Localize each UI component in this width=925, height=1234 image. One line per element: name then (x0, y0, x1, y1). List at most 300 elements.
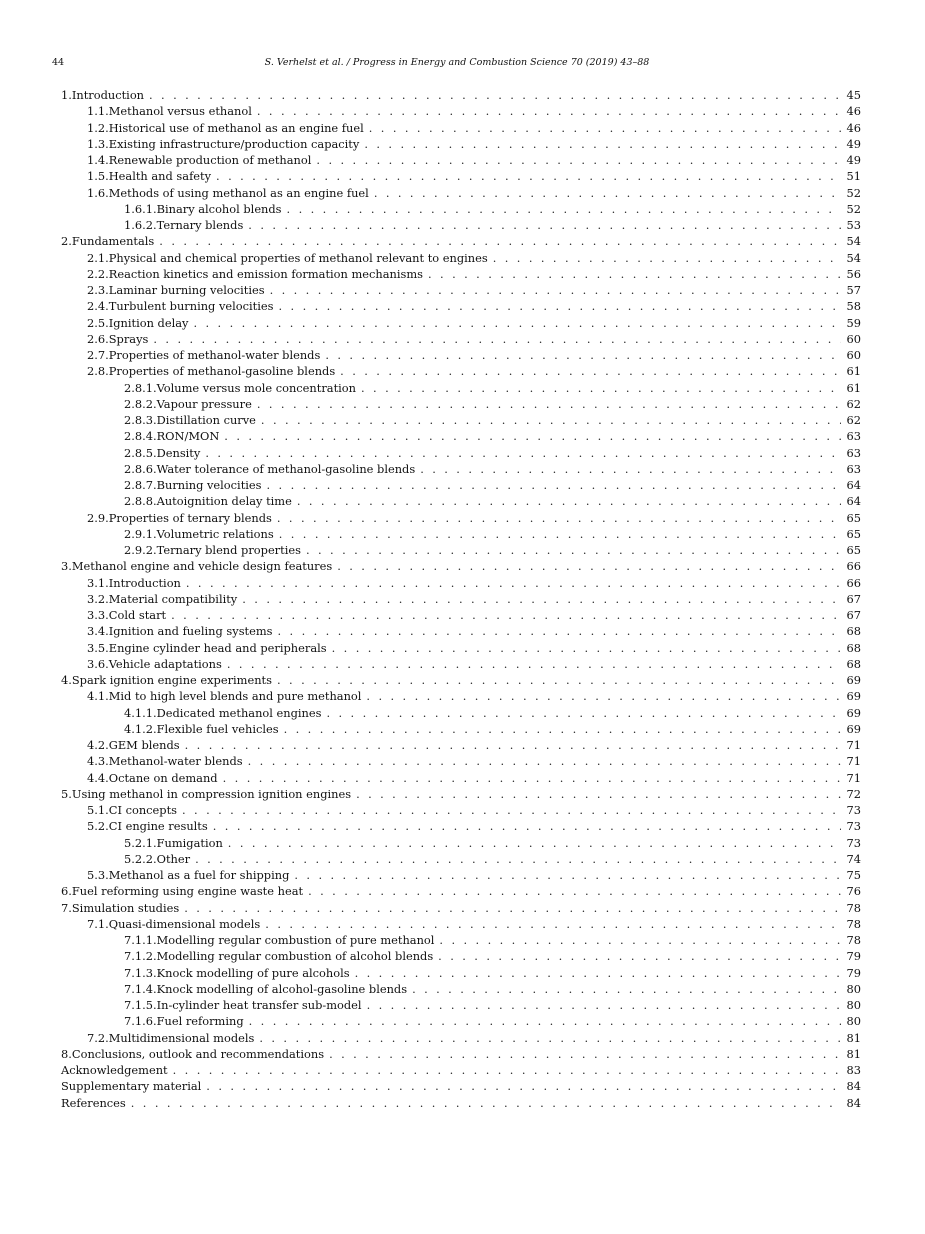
toc-entry-page: 46 (846, 120, 861, 135)
toc-entry-page: 68 (846, 624, 861, 639)
toc-entry-number: 2.8.4. (124, 429, 157, 444)
toc-entry-page: 78 (846, 916, 861, 931)
toc-entry[interactable] (61, 835, 861, 851)
toc-entry-title[interactable]: Modelling regular combustion of pure methanol (156, 933, 435, 947)
toc-entry-page: 73 (846, 803, 861, 817)
toc-entry[interactable] (61, 266, 861, 282)
toc-entry-number: 7. (61, 900, 72, 915)
toc-entry-title[interactable]: Knock modelling of alcohol-gasoline blends (156, 981, 408, 996)
dot-leader (259, 1030, 840, 1046)
toc-entry-title[interactable]: Volumetric relations (156, 526, 274, 541)
toc-entry[interactable] (61, 233, 861, 249)
toc-entry-number: 2.8.2. (124, 396, 157, 411)
toc-entry-number: 1.5. (87, 169, 109, 184)
toc-entry[interactable] (61, 201, 861, 217)
dot-leader (270, 282, 841, 298)
toc-entry-title[interactable]: Binary alcohol blends (156, 201, 282, 216)
dot-leader (412, 981, 840, 997)
dot-leader (284, 721, 841, 737)
toc-entry-title[interactable]: Existing infrastructure/production capacity (108, 136, 360, 151)
toc-entry-number: 4. (61, 673, 72, 687)
toc-entry-number: 6. (61, 884, 72, 899)
toc-entry-page: 54 (846, 234, 861, 249)
toc-entry-page: 49 (846, 153, 861, 167)
dot-leader (249, 1013, 841, 1029)
toc-entry-page: 79 (846, 965, 861, 980)
toc-entry-page: 71 (846, 770, 861, 785)
dot-leader (184, 900, 840, 916)
toc-entry[interactable] (61, 916, 861, 932)
toc-entry-page: 46 (846, 104, 861, 119)
toc-entry-number: 2.8.5. (124, 445, 157, 460)
toc-entry-page: 67 (846, 608, 861, 622)
toc-entry-page: 60 (846, 348, 861, 362)
toc-entry-number: 2.5. (87, 315, 109, 330)
dot-leader (205, 445, 840, 461)
dot-leader (294, 867, 840, 883)
dot-leader (149, 87, 840, 103)
toc-entry-number: 2.8.7. (124, 478, 157, 492)
toc-entry[interactable] (61, 640, 861, 656)
dot-leader (355, 965, 841, 981)
toc-entry-page: 69 (846, 705, 861, 720)
toc-entry-title[interactable]: Autoignition delay time (156, 494, 292, 509)
toc-entry-title[interactable]: Vehicle adaptations (108, 656, 222, 671)
toc-entry-title[interactable]: Fuel reforming using engine waste heat (71, 884, 304, 899)
toc-entry-title[interactable]: Mid to high level blends and pure methanol (108, 689, 362, 704)
toc-entry[interactable] (61, 1078, 861, 1094)
toc-entry-page: 76 (846, 884, 861, 899)
toc-entry[interactable] (61, 282, 861, 298)
dot-leader (131, 1095, 841, 1111)
toc-entry-title[interactable]: Cold start (108, 608, 167, 622)
toc-entry-number: 2.8.3. (124, 413, 157, 427)
dot-leader (257, 103, 841, 119)
toc-entry-number: 2.6. (87, 331, 109, 346)
toc-entry[interactable] (61, 818, 861, 834)
toc-entry-number: 3.5. (87, 640, 109, 655)
toc-entry[interactable] (61, 1030, 861, 1046)
toc-entry[interactable] (61, 120, 861, 136)
toc-entry-number: 5.3. (87, 868, 109, 882)
toc-entry-title[interactable]: Distillation curve (156, 413, 256, 427)
dot-leader (428, 266, 841, 282)
toc-entry-page: 83 (846, 1063, 861, 1077)
dot-leader (361, 380, 841, 396)
toc-entry-page: 65 (846, 510, 861, 525)
toc-entry-title[interactable]: Sprays (108, 331, 149, 346)
toc-entry-title[interactable]: Octane on demand (108, 770, 218, 785)
toc-entry-number: 1.2. (87, 120, 109, 135)
toc-entry-title[interactable]: Methanol as a fuel for shipping (108, 868, 290, 882)
toc-entry[interactable] (61, 347, 861, 363)
toc-entry[interactable] (61, 753, 861, 769)
toc-entry-title[interactable]: Water tolerance of methanol-gasoline blends (156, 461, 416, 476)
dot-leader (227, 656, 841, 672)
toc-entry[interactable] (61, 558, 861, 574)
dot-leader (186, 575, 841, 591)
toc-entry-number: 2.7. (87, 348, 109, 362)
toc-entry-title[interactable]: Density (156, 445, 201, 460)
toc-entry[interactable] (61, 87, 861, 103)
toc-entry-title[interactable]: Ternary blends (156, 218, 244, 232)
toc-entry[interactable] (61, 380, 861, 396)
toc-entry[interactable] (61, 136, 861, 152)
toc-entry-number: 3.2. (87, 591, 109, 606)
toc-entry[interactable] (61, 461, 861, 477)
toc-entry-title[interactable]: Dedicated methanol engines (156, 705, 322, 720)
toc-entry-page: 74 (846, 851, 861, 866)
toc-entry[interactable] (61, 331, 861, 347)
toc-entry-number: 7.1.1. (124, 933, 157, 947)
toc-entry-number: 2.9.2. (124, 543, 157, 557)
toc-entry-title[interactable]: Modelling regular combustion of alcohol blends (156, 949, 434, 964)
dot-leader (206, 1078, 840, 1094)
dot-leader (182, 802, 841, 818)
toc-entry-title[interactable]: Properties of ternary blends (108, 510, 272, 525)
dot-leader (439, 932, 840, 948)
toc-entry[interactable] (61, 217, 861, 233)
dot-leader (297, 493, 841, 509)
dot-leader (367, 997, 841, 1013)
toc-entry-number: 3. (61, 559, 72, 574)
toc-entry[interactable] (61, 363, 861, 379)
toc-entry-title[interactable]: Health and safety (108, 169, 212, 184)
toc-entry-number: 5.2.1. (124, 835, 157, 850)
toc-entry[interactable] (61, 623, 861, 639)
toc-entry[interactable] (61, 867, 861, 883)
toc-entry-title[interactable]: RON/MON (156, 429, 220, 444)
toc-entry-number: 3.1. (87, 575, 109, 590)
toc-entry-title[interactable]: Burning velocities (156, 478, 262, 492)
toc-entry-page: 69 (846, 721, 861, 736)
dot-leader (153, 331, 840, 347)
dot-leader (306, 542, 841, 558)
toc-entry-title[interactable]: Introduction (71, 88, 145, 102)
dot-leader (242, 591, 840, 607)
toc-entry-title[interactable]: Fundamentals (71, 234, 155, 249)
toc-entry-number: 2.2. (87, 266, 109, 281)
toc-entry-number: 1.6.2. (124, 218, 157, 232)
toc-entry-number: 7.1.5. (124, 998, 157, 1012)
toc-entry-number: 4.4. (87, 770, 109, 785)
toc-entry-number: 5.2.2. (124, 851, 157, 866)
toc-entry-page: 75 (846, 868, 861, 882)
toc-entry[interactable] (61, 445, 861, 461)
toc-entry[interactable] (61, 948, 861, 964)
toc-entry-page: 71 (846, 738, 861, 752)
toc-entry-number: 8. (61, 1046, 72, 1061)
toc-entry-number: 1.6.1. (124, 201, 157, 216)
toc-entry-page: 62 (846, 396, 861, 411)
toc-entry-number: 1.3. (87, 136, 109, 151)
toc-entry-title[interactable]: Quasi-dimensional models (108, 916, 261, 931)
toc-entry-title[interactable]: Fumigation (156, 835, 223, 850)
toc-entry[interactable] (61, 575, 861, 591)
toc-entry-title[interactable]: Methanol-water blends (108, 754, 243, 769)
dot-leader (185, 737, 841, 753)
toc-entry-title[interactable]: Methanol versus ethanol (108, 104, 252, 119)
dot-leader (248, 753, 841, 769)
toc-entry-number: 7.1. (87, 916, 109, 931)
toc-entry-title[interactable]: CI concepts (108, 803, 177, 817)
toc-entry-number: 2.4. (87, 299, 109, 314)
page-header (52, 55, 862, 71)
toc-entry-number: 1. (61, 88, 72, 102)
toc-entry-page: 68 (846, 640, 861, 655)
toc-entry-page: 72 (846, 786, 861, 801)
toc-entry[interactable] (61, 510, 861, 526)
toc-entry-page: 60 (846, 331, 861, 346)
toc-entry-title[interactable]: Knock modelling of pure alcohols (156, 965, 350, 980)
dot-leader (223, 770, 841, 786)
toc-entry[interactable] (61, 477, 861, 493)
toc-entry-number: 4.1.2. (124, 721, 157, 736)
toc-entry[interactable] (61, 688, 861, 704)
dot-leader (278, 623, 841, 639)
dot-leader (326, 705, 840, 721)
toc-entry-title[interactable]: Vapour pressure (156, 396, 252, 411)
toc-entry[interactable] (61, 672, 861, 688)
toc-entry[interactable] (61, 1062, 861, 1078)
toc-entry-page: 56 (846, 266, 861, 281)
toc-entry[interactable] (61, 412, 861, 428)
toc-entry-number: 3.3. (87, 608, 109, 622)
toc-entry-title[interactable]: References (61, 1095, 126, 1110)
toc-entry-title[interactable]: Other (156, 851, 191, 866)
dot-leader (366, 688, 840, 704)
toc-entry-number: 4.3. (87, 754, 109, 769)
toc-entry[interactable] (61, 656, 861, 672)
toc-entry[interactable] (61, 705, 861, 721)
toc-entry-page: 81 (846, 1030, 861, 1045)
toc-entry-title[interactable]: Ternary blend properties (156, 543, 301, 557)
toc-entry-title[interactable]: Volume versus mole concentration (156, 380, 356, 395)
toc-entry-title[interactable]: Using methanol in compression ignition engines (71, 786, 352, 801)
dot-leader (277, 510, 841, 526)
toc-entry[interactable] (61, 997, 861, 1013)
toc-entry-page: 62 (846, 413, 861, 427)
toc-entry-number: 2.8.6. (124, 461, 157, 476)
toc-entry[interactable] (61, 851, 861, 867)
toc-entry-title[interactable]: Engine cylinder head and peripherals (108, 640, 327, 655)
toc-entry-title[interactable]: Ignition delay (108, 315, 189, 330)
toc-entry-page: 61 (846, 380, 861, 395)
toc-entry-page: 66 (846, 575, 861, 590)
toc-entry[interactable] (61, 1013, 861, 1029)
dot-leader (356, 786, 840, 802)
toc-entry[interactable] (61, 428, 861, 444)
toc-entry[interactable] (61, 168, 861, 184)
toc-entry-page: 71 (846, 754, 861, 769)
toc-entry-number: 2.9. (87, 510, 109, 525)
toc-entry-page: 49 (846, 136, 861, 151)
toc-entry-page: 80 (846, 981, 861, 996)
toc-entry-number: 1.4. (87, 153, 109, 167)
toc-entry-page: 84 (846, 1095, 861, 1110)
toc-entry-title[interactable]: Flexible fuel vehicles (156, 721, 279, 736)
toc-entry-page: 52 (846, 201, 861, 216)
dot-leader (279, 526, 841, 542)
dot-leader (248, 217, 840, 233)
toc-entry-title[interactable]: Methods of using methanol as an engine fuel (108, 185, 369, 200)
toc-entry-number: 7.1.4. (124, 981, 157, 996)
dot-leader (308, 883, 840, 899)
toc-entry-page: 63 (846, 445, 861, 460)
dot-leader (224, 428, 840, 444)
toc-entry-number: 3.6. (87, 656, 109, 671)
toc-entry-number: 2.3. (87, 283, 109, 297)
toc-entry-page: 53 (846, 218, 861, 232)
toc-entry-title[interactable]: Acknowledgement (61, 1063, 168, 1077)
toc-entry[interactable] (61, 315, 861, 331)
dot-leader (278, 298, 840, 314)
toc-entry[interactable] (61, 298, 861, 314)
toc-entry-page: 52 (846, 185, 861, 200)
toc-entry-title[interactable]: Conclusions, outlook and recommendations (71, 1046, 325, 1061)
page-number: 44 (52, 57, 65, 68)
dot-leader (261, 412, 841, 428)
toc-entry-title[interactable]: Supplementary material (61, 1079, 202, 1094)
dot-leader (493, 250, 841, 266)
toc-entry[interactable] (61, 786, 861, 802)
toc-entry-page: 78 (846, 900, 861, 915)
dot-leader (337, 558, 840, 574)
toc-entry[interactable] (61, 185, 861, 201)
toc-entry-page: 65 (846, 543, 861, 557)
toc-entry-number: 7.1.6. (124, 1014, 157, 1029)
toc-entry[interactable] (61, 526, 861, 542)
toc-entry-title[interactable]: Multidimensional models (108, 1030, 255, 1045)
toc-entry-title[interactable]: Material compatibility (108, 591, 238, 606)
toc-entry-number: 5. (61, 786, 72, 801)
toc-entry-page: 69 (846, 689, 861, 704)
toc-entry-number: 4.1.1. (124, 705, 157, 720)
toc-entry-number: 5.1. (87, 803, 109, 817)
toc-entry-number: 2. (61, 234, 72, 249)
dot-leader (369, 120, 841, 136)
dot-leader (374, 185, 841, 201)
dot-leader (364, 136, 840, 152)
toc-entry-page: 84 (846, 1079, 861, 1094)
toc-entry-page: 65 (846, 526, 861, 541)
dot-leader (287, 201, 841, 217)
toc-entry-title[interactable]: Introduction (108, 575, 181, 590)
table-of-contents (61, 87, 861, 1111)
dot-leader (193, 315, 840, 331)
toc-entry-page: 81 (846, 1046, 861, 1061)
toc-entry[interactable] (61, 802, 861, 818)
toc-entry-page: 54 (846, 250, 861, 265)
toc-entry-page: 66 (846, 559, 861, 574)
toc-entry-page: 63 (846, 461, 861, 476)
dot-leader (171, 607, 840, 623)
toc-entry[interactable] (61, 250, 861, 266)
toc-entry-number: 7.1.3. (124, 965, 157, 980)
dot-leader (329, 1046, 840, 1062)
dot-leader (159, 233, 840, 249)
toc-entry-title[interactable]: Reaction kinetics and emission formation mechanisms (108, 266, 423, 281)
toc-entry-title[interactable]: Laminar burning velocities (108, 283, 265, 297)
toc-entry-page: 78 (846, 933, 861, 947)
toc-entry-page: 68 (846, 656, 861, 671)
toc-entry-title[interactable]: Renewable production of methanol (108, 153, 312, 167)
toc-entry-title[interactable]: GEM blends (108, 738, 180, 752)
dot-leader (195, 851, 840, 867)
toc-entry-title[interactable]: Simulation studies (71, 900, 180, 915)
toc-entry[interactable] (61, 542, 861, 558)
toc-entry[interactable] (61, 770, 861, 786)
toc-entry-title[interactable]: Fuel reforming (156, 1014, 244, 1029)
toc-entry-page: 79 (846, 949, 861, 964)
dot-leader (216, 168, 840, 184)
dot-leader (213, 818, 841, 834)
dot-leader (265, 916, 840, 932)
toc-entry-title[interactable]: Properties of methanol-water blends (108, 348, 321, 362)
dot-leader (228, 835, 841, 851)
toc-entry[interactable] (61, 103, 861, 119)
toc-entry-number: 2.9.1. (124, 526, 157, 541)
toc-entry[interactable] (61, 152, 861, 168)
toc-entry[interactable] (61, 965, 861, 981)
toc-entry-title[interactable]: Properties of methanol-gasoline blends (108, 364, 336, 379)
toc-entry[interactable] (61, 1095, 861, 1111)
toc-entry-page: 64 (846, 494, 861, 509)
toc-entry-title[interactable]: Ignition and fueling systems (108, 624, 273, 639)
toc-entry[interactable] (61, 883, 861, 899)
toc-entry-page: 51 (846, 169, 861, 184)
toc-entry-title[interactable]: In-cylinder heat transfer sub-model (156, 998, 362, 1012)
dot-leader (438, 948, 840, 964)
toc-entry[interactable] (61, 900, 861, 916)
toc-entry-title[interactable]: Turbulent burning velocities (108, 299, 274, 314)
dot-leader (277, 672, 841, 688)
dot-leader (325, 347, 840, 363)
toc-entry-title[interactable]: Methanol engine and vehicle design features (71, 559, 333, 574)
toc-entry-number: 7.1.2. (124, 949, 157, 964)
toc-entry-title[interactable]: Physical and chemical properties of methanol relevant to engines (108, 250, 488, 265)
toc-entry-page: 80 (846, 998, 861, 1012)
toc-entry-number: 1.6. (87, 185, 109, 200)
dot-leader (420, 461, 840, 477)
dot-leader (267, 477, 841, 493)
toc-entry-number: 2.8.8. (124, 494, 157, 509)
toc-entry[interactable] (61, 737, 861, 753)
toc-entry-page: 58 (846, 299, 861, 314)
toc-entry-number: 4.1. (87, 689, 109, 704)
running-title: S. Verhelst et al. / Progress in Energy and Combustion Science 70 (2019) 43–88 (264, 57, 650, 68)
toc-entry-title[interactable]: Historical use of methanol as an engine fuel (108, 120, 364, 135)
toc-entry-page: 61 (846, 364, 861, 379)
toc-entry-title[interactable]: Spark ignition engine experiments (71, 673, 272, 687)
toc-entry[interactable] (61, 1046, 861, 1062)
toc-entry-page: 64 (846, 478, 861, 492)
toc-entry-page: 67 (846, 591, 861, 606)
dot-leader (332, 640, 841, 656)
toc-entry[interactable] (61, 591, 861, 607)
toc-entry[interactable] (61, 981, 861, 997)
toc-entry[interactable] (61, 493, 861, 509)
toc-entry-title[interactable]: CI engine results (108, 819, 208, 834)
dot-leader (340, 363, 840, 379)
toc-entry[interactable] (61, 721, 861, 737)
dot-leader (173, 1062, 841, 1078)
toc-entry[interactable] (61, 607, 861, 623)
toc-entry[interactable] (61, 396, 861, 412)
toc-entry-page: 69 (846, 673, 861, 687)
toc-entry[interactable] (61, 932, 861, 948)
toc-entry-page: 73 (846, 835, 861, 850)
